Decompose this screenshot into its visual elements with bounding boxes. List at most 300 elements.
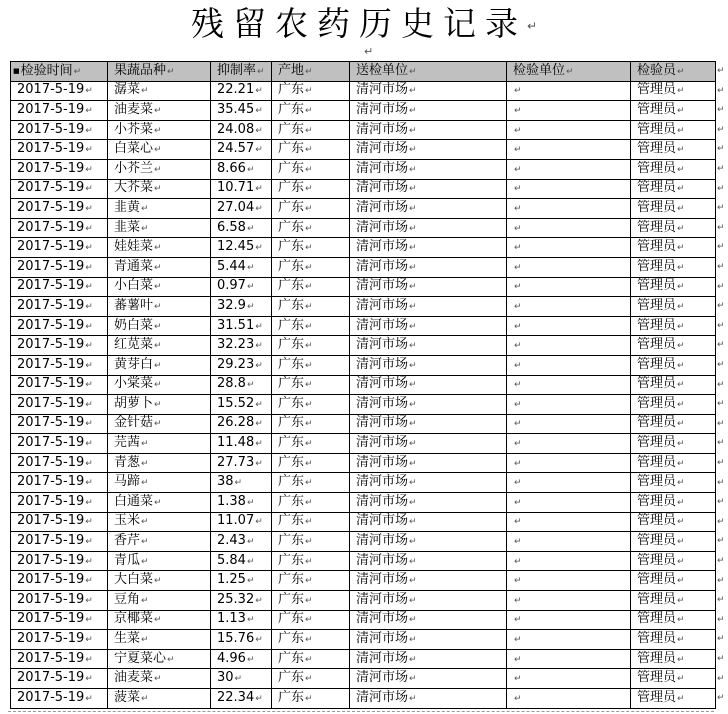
cell-text: 2017-5-19 bbox=[17, 454, 85, 470]
cell-variety bbox=[108, 199, 211, 219]
cell-inspection-time bbox=[11, 218, 108, 238]
cell-mark-icon: ↵ bbox=[677, 321, 685, 332]
cell-mark-icon: ↵ bbox=[409, 341, 417, 352]
cell-text: 2017-5-19 bbox=[17, 513, 85, 529]
table-row bbox=[11, 610, 716, 630]
cell-submitter bbox=[350, 199, 507, 219]
cell-text: 2017-5-19 bbox=[17, 121, 85, 137]
table-row bbox=[11, 297, 716, 317]
cell-inspection-time bbox=[11, 395, 108, 415]
records-body bbox=[11, 81, 716, 708]
cell-inspection-unit bbox=[507, 218, 631, 238]
cell-text: 白通菜 bbox=[114, 493, 154, 509]
cell-inspector bbox=[631, 179, 716, 199]
cell-inhibition-rate bbox=[211, 571, 272, 591]
cell-mark-icon: ↵ bbox=[85, 223, 93, 234]
cell-text: 白菜心 bbox=[114, 141, 154, 157]
cell-inspection-time bbox=[11, 610, 108, 630]
cell-text: 香芹 bbox=[114, 533, 141, 549]
cell-mark-icon: ↵ bbox=[305, 203, 313, 214]
cell-inspector bbox=[631, 395, 716, 415]
cell-inspector bbox=[631, 512, 716, 532]
cell-mark-icon: ↵ bbox=[141, 478, 149, 489]
table-row bbox=[11, 689, 716, 709]
cell-mark-icon: ↵ bbox=[85, 125, 93, 136]
cell-inspector bbox=[631, 669, 716, 689]
cell-text: 清河市场 bbox=[356, 101, 409, 117]
row-end-mark-icon: ↵ bbox=[717, 242, 725, 253]
cell-submitter bbox=[350, 316, 507, 336]
cell-mark-icon: ↵ bbox=[409, 517, 417, 528]
cell-mark-icon: ↵ bbox=[85, 399, 93, 410]
cell-mark-icon: ↵ bbox=[677, 458, 685, 469]
cell-mark-icon: ↵ bbox=[514, 380, 522, 391]
table-row bbox=[11, 159, 716, 179]
cell-mark-icon: ↵ bbox=[677, 615, 685, 626]
cell-mark-icon: ↵ bbox=[305, 537, 313, 548]
cell-text: 广东 bbox=[278, 493, 305, 509]
cell-text: 管理员 bbox=[637, 317, 677, 333]
cell-inspector bbox=[631, 218, 716, 238]
cell-submitter bbox=[350, 297, 507, 317]
cell-text: 广东 bbox=[278, 317, 305, 333]
cell-submitter bbox=[350, 81, 507, 101]
cell-mark-icon: ↵ bbox=[141, 203, 149, 214]
cell-text: 广东 bbox=[278, 513, 305, 529]
cell-inspection-unit bbox=[507, 493, 631, 513]
cell-inhibition-rate bbox=[211, 551, 272, 571]
cell-text: 青葱 bbox=[114, 454, 141, 470]
cell-text: 广东 bbox=[278, 572, 305, 588]
cell-inspection-unit bbox=[507, 101, 631, 121]
cell-mark-icon: ↵ bbox=[85, 537, 93, 548]
cell-mark-icon: ↵ bbox=[409, 439, 417, 450]
cell-inhibition-rate bbox=[211, 689, 272, 709]
cell-inhibition-rate bbox=[211, 395, 272, 415]
cell-text: 清河市场 bbox=[356, 415, 409, 431]
cell-text: 0.97 bbox=[217, 278, 246, 294]
cell-mark-icon: ↵ bbox=[409, 66, 417, 77]
cell-variety bbox=[108, 434, 211, 454]
cell-text: 11.48 bbox=[217, 435, 255, 451]
cell-text: 清河市场 bbox=[356, 474, 409, 490]
cell-text: 菠菜 bbox=[114, 689, 141, 705]
cell-text: 广东 bbox=[278, 297, 305, 313]
cell-mark-icon: ↵ bbox=[85, 517, 93, 528]
cell-mark-icon: ↵ bbox=[154, 399, 162, 410]
cell-inhibition-rate bbox=[211, 140, 272, 160]
table-row bbox=[11, 199, 716, 219]
cell-mark-icon: ↵ bbox=[305, 380, 313, 391]
cell-mark-icon: ↵ bbox=[677, 537, 685, 548]
cell-mark-icon: ↵ bbox=[677, 419, 685, 430]
cell-text: 广东 bbox=[278, 199, 305, 215]
cell-mark-icon: ↵ bbox=[305, 478, 313, 489]
cell-mark-icon: ↵ bbox=[154, 164, 162, 175]
cell-mark-icon: ↵ bbox=[409, 321, 417, 332]
cell-text: 管理员 bbox=[637, 591, 677, 607]
cell-text: 2017-5-19 bbox=[17, 631, 85, 647]
cell-mark-icon: ↵ bbox=[154, 341, 162, 352]
cell-mark-icon: ↵ bbox=[677, 223, 685, 234]
cell-inhibition-rate bbox=[211, 473, 272, 493]
cell-text: 广东 bbox=[278, 376, 305, 392]
cell-inspector bbox=[631, 120, 716, 140]
cell-text: 管理员 bbox=[637, 141, 677, 157]
cell-mark-icon: ↵ bbox=[167, 654, 175, 665]
cell-mark-icon: ↵ bbox=[677, 105, 685, 116]
cell-variety bbox=[108, 179, 211, 199]
cell-variety bbox=[108, 257, 211, 277]
cell-text: 管理员 bbox=[637, 376, 677, 392]
cell-submitter bbox=[350, 277, 507, 297]
cell-inhibition-rate bbox=[211, 669, 272, 689]
cell-text: 22.34 bbox=[217, 689, 255, 705]
cell-text: 黄芽白 bbox=[114, 356, 154, 372]
cell-mark-icon: ↵ bbox=[409, 243, 417, 254]
cell-inspection-time bbox=[11, 355, 108, 375]
cell-text: 清河市场 bbox=[356, 650, 409, 666]
cell-text: 8.66 bbox=[217, 160, 246, 176]
cell-text: 管理员 bbox=[637, 356, 677, 372]
cell-mark-icon: ↵ bbox=[73, 67, 82, 78]
cell-mark-icon: ↵ bbox=[85, 458, 93, 469]
cell-mark-icon: ↵ bbox=[514, 86, 522, 97]
cell-text: 大芥菜 bbox=[114, 180, 154, 196]
cell-submitter bbox=[350, 630, 507, 650]
row-end-mark-icon: ↵ bbox=[717, 320, 725, 331]
cell-mark-icon: ↵ bbox=[514, 164, 522, 175]
cell-inspector bbox=[631, 81, 716, 101]
cell-origin bbox=[272, 199, 350, 219]
cell-text: 11.07 bbox=[217, 513, 255, 529]
cell-text: 25.32 bbox=[217, 591, 255, 607]
cell-text: 广东 bbox=[278, 82, 305, 98]
cell-submitter bbox=[350, 101, 507, 121]
row-end-mark-icon: ↵ bbox=[717, 262, 725, 272]
cell-mark-icon: ↵ bbox=[141, 693, 149, 704]
cell-mark-icon: ↵ bbox=[85, 341, 93, 352]
cell-text: 广东 bbox=[278, 160, 305, 176]
cell-mark-icon: ↵ bbox=[566, 66, 574, 77]
cell-text: 清河市场 bbox=[356, 141, 409, 157]
cell-mark-icon: ↵ bbox=[141, 86, 149, 97]
cell-origin bbox=[272, 649, 350, 669]
cell-mark-icon: ↵ bbox=[85, 595, 93, 606]
cell-mark-icon: ↵ bbox=[514, 105, 522, 116]
cell-inspection-time bbox=[11, 591, 108, 611]
cell-mark-icon: ↵ bbox=[255, 125, 263, 136]
cell-inspector bbox=[631, 277, 716, 297]
cell-text: 广东 bbox=[278, 219, 305, 235]
cell-inhibition-rate bbox=[211, 101, 272, 121]
cell-text: 清河市场 bbox=[356, 160, 409, 176]
row-end-mark-icon: ↵ bbox=[717, 203, 725, 214]
cell-mark-icon: ↵ bbox=[409, 301, 417, 312]
cell-mark-icon: ↵ bbox=[305, 576, 313, 587]
cell-inhibition-rate bbox=[211, 316, 272, 336]
page-bottom-line bbox=[8, 709, 714, 712]
cell-variety bbox=[108, 375, 211, 395]
cell-mark-icon: ↵ bbox=[677, 497, 685, 508]
cell-inspection-time bbox=[11, 120, 108, 140]
cell-mark-icon: ↵ bbox=[305, 458, 313, 469]
cell-mark-icon: ↵ bbox=[409, 615, 417, 626]
cell-inspector bbox=[631, 689, 716, 709]
cell-text: 广东 bbox=[278, 454, 305, 470]
cell-mark-icon: ↵ bbox=[255, 517, 263, 528]
cell-mark-icon: ↵ bbox=[255, 341, 263, 352]
cell-variety bbox=[108, 649, 211, 669]
cell-mark-icon: ↵ bbox=[85, 654, 93, 665]
cell-mark-icon: ↵ bbox=[677, 399, 685, 410]
row-end-mark-icon: ↵ bbox=[717, 497, 725, 508]
row-end-mark-icon: ↵ bbox=[717, 673, 725, 684]
cell-mark-icon: ↵ bbox=[409, 635, 417, 646]
cell-text: 清河市场 bbox=[356, 199, 409, 215]
cell-inspector bbox=[631, 493, 716, 513]
cell-text: 2017-5-19 bbox=[17, 239, 85, 255]
cell-mark-icon: ↵ bbox=[255, 145, 263, 156]
cell-inhibition-rate bbox=[211, 591, 272, 611]
cell-text: 2017-5-19 bbox=[17, 337, 85, 353]
cell-text: 24.57 bbox=[217, 141, 255, 157]
cell-inspector bbox=[631, 199, 716, 219]
cell-submitter bbox=[350, 257, 507, 277]
cell-submitter bbox=[350, 238, 507, 258]
cell-mark-icon: ↵ bbox=[305, 243, 313, 254]
cell-mark-icon: ↵ bbox=[255, 243, 263, 254]
cell-mark-icon: ↵ bbox=[677, 145, 685, 156]
cell-mark-icon: ↵ bbox=[514, 654, 522, 665]
cell-mark-icon: ↵ bbox=[514, 262, 522, 273]
cell-mark-icon: ↵ bbox=[409, 262, 417, 273]
cell-text: 清河市场 bbox=[356, 219, 409, 235]
cell-inspection-time bbox=[11, 101, 108, 121]
cell-text: 管理员 bbox=[637, 199, 677, 215]
cell-text: 管理员 bbox=[637, 454, 677, 470]
cell-mark-icon: ↵ bbox=[154, 301, 162, 312]
cell-mark-icon: ↵ bbox=[255, 595, 263, 606]
cell-mark-icon: ↵ bbox=[409, 184, 417, 195]
cell-mark-icon: ↵ bbox=[85, 556, 93, 567]
cell-inspection-unit bbox=[507, 316, 631, 336]
cell-text: 广东 bbox=[278, 415, 305, 431]
cell-mark-icon: ↵ bbox=[514, 223, 522, 234]
cell-inspection-unit bbox=[507, 140, 631, 160]
cell-inspection-unit bbox=[507, 179, 631, 199]
cell-submitter bbox=[350, 218, 507, 238]
cell-text: 31.51 bbox=[217, 317, 255, 333]
table-row bbox=[11, 257, 716, 277]
cell-text: 2017-5-19 bbox=[17, 258, 85, 274]
cell-text: 青通菜 bbox=[114, 258, 154, 274]
cell-text: 小白菜 bbox=[114, 278, 154, 294]
cell-mark-icon: ↵ bbox=[305, 164, 313, 175]
cell-mark-icon: ↵ bbox=[514, 282, 522, 293]
cell-mark-icon: ↵ bbox=[305, 125, 313, 136]
cell-text: 32.23 bbox=[217, 337, 255, 353]
cell-mark-icon: ↵ bbox=[677, 517, 685, 528]
cell-text: 青瓜 bbox=[114, 552, 141, 568]
table-row bbox=[11, 414, 716, 434]
cell-mark-icon: ↵ bbox=[85, 164, 93, 175]
cell-mark-icon: ↵ bbox=[409, 556, 417, 567]
cell-text: 35.45 bbox=[217, 101, 255, 117]
cell-mark-icon: ↵ bbox=[409, 674, 417, 685]
cell-mark-icon: ↵ bbox=[154, 674, 162, 685]
cell-variety bbox=[108, 238, 211, 258]
cell-mark-icon: ↵ bbox=[141, 439, 149, 450]
cell-inspection-unit bbox=[507, 336, 631, 356]
cell-origin bbox=[272, 610, 350, 630]
cell-submitter bbox=[350, 434, 507, 454]
cell-text: 12.45 bbox=[217, 239, 255, 255]
cell-text: 22.21 bbox=[217, 82, 255, 98]
cell-mark-icon: ↵ bbox=[514, 243, 522, 254]
cell-inspection-time bbox=[11, 649, 108, 669]
cell-mark-icon: ↵ bbox=[677, 341, 685, 352]
cell-inspector bbox=[631, 591, 716, 611]
table-row bbox=[11, 630, 716, 650]
cell-mark-icon: ↵ bbox=[141, 635, 149, 646]
cell-mark-icon: ↵ bbox=[246, 615, 255, 626]
cell-text: 清河市场 bbox=[356, 689, 409, 705]
cell-inhibition-rate bbox=[211, 649, 272, 669]
cell-origin bbox=[272, 571, 350, 591]
cell-inspection-time bbox=[11, 297, 108, 317]
cell-text: 清河市场 bbox=[356, 180, 409, 196]
cell-mark-icon: ↵ bbox=[246, 223, 255, 234]
cell-inhibition-rate bbox=[211, 81, 272, 101]
row-end-mark-icon: ↵ bbox=[717, 85, 725, 96]
cell-inspection-time bbox=[11, 238, 108, 258]
cell-inspector bbox=[631, 630, 716, 650]
cell-inspection-time bbox=[11, 414, 108, 434]
table-row bbox=[11, 669, 716, 689]
cell-inhibition-rate bbox=[211, 375, 272, 395]
cell-inhibition-rate bbox=[211, 218, 272, 238]
cell-inhibition-rate bbox=[211, 532, 272, 552]
cell-mark-icon: ↵ bbox=[514, 635, 522, 646]
cell-mark-icon: ↵ bbox=[154, 360, 162, 371]
cell-text: 京椰菜 bbox=[114, 611, 154, 627]
cell-text: 小芥菜 bbox=[114, 121, 154, 137]
cell-inhibition-rate bbox=[211, 610, 272, 630]
cell-text: 清河市场 bbox=[356, 631, 409, 647]
cell-origin bbox=[272, 140, 350, 160]
cell-text: 广东 bbox=[278, 611, 305, 627]
cell-text: 广东 bbox=[278, 689, 305, 705]
cell-submitter bbox=[350, 512, 507, 532]
cell-submitter bbox=[350, 140, 507, 160]
header-cell-origin: 产地↵ bbox=[272, 62, 350, 82]
row-end-mark-icon: ↵ bbox=[717, 222, 725, 233]
cell-inspection-unit bbox=[507, 512, 631, 532]
cell-text: 27.73 bbox=[217, 454, 255, 470]
cell-inspection-time bbox=[11, 512, 108, 532]
cell-mark-icon: ↵ bbox=[255, 321, 263, 332]
cell-variety bbox=[108, 591, 211, 611]
cell-mark-icon: ↵ bbox=[85, 184, 93, 195]
cell-variety bbox=[108, 336, 211, 356]
cell-mark-icon: ↵ bbox=[409, 595, 417, 606]
cell-mark-icon: ↵ bbox=[409, 654, 417, 665]
cell-mark-icon: ↵ bbox=[305, 360, 313, 371]
cell-text: 2017-5-19 bbox=[17, 533, 85, 549]
cell-origin bbox=[272, 257, 350, 277]
table-row bbox=[11, 493, 716, 513]
cell-mark-icon: ↵ bbox=[255, 439, 263, 450]
cell-text: 清河市场 bbox=[356, 552, 409, 568]
cell-text: 24.08 bbox=[217, 121, 255, 137]
row-end-mark-icon: ↵ bbox=[717, 418, 725, 429]
cell-text: 清河市场 bbox=[356, 513, 409, 529]
cell-mark-icon: ↵ bbox=[514, 556, 522, 567]
header-cell-inspector: 检验员↵ bbox=[631, 62, 716, 82]
cell-mark-icon: ↵ bbox=[409, 203, 417, 214]
row-end-mark-icon: ↵ bbox=[717, 654, 725, 664]
cell-inspection-unit bbox=[507, 355, 631, 375]
row-end-mark-icon: ↵ bbox=[717, 183, 725, 194]
cell-inspector bbox=[631, 434, 716, 454]
cell-inspection-unit bbox=[507, 81, 631, 101]
cell-mark-icon: ↵ bbox=[514, 537, 522, 548]
cell-mark-icon: ↵ bbox=[154, 105, 162, 116]
table-row bbox=[11, 336, 716, 356]
row-end-mark-icon: ↵ bbox=[717, 66, 725, 76]
header-cell-variety: 果蔬品种↵ bbox=[108, 62, 211, 82]
cell-text: 2017-5-19 bbox=[17, 572, 85, 588]
cell-mark-icon: ↵ bbox=[677, 478, 685, 489]
table-row bbox=[11, 355, 716, 375]
cell-text: 清河市场 bbox=[356, 395, 409, 411]
row-end-mark-icon: ↵ bbox=[717, 477, 725, 488]
cell-mark-icon: ↵ bbox=[154, 497, 162, 508]
cell-text: 广东 bbox=[278, 591, 305, 607]
cell-text: 管理员 bbox=[637, 101, 677, 117]
cell-text: 管理员 bbox=[637, 474, 677, 490]
cell-mark-icon: ↵ bbox=[514, 576, 522, 587]
cell-inhibition-rate bbox=[211, 493, 272, 513]
table-row bbox=[11, 512, 716, 532]
cell-mark-icon: ↵ bbox=[85, 86, 93, 97]
table-row bbox=[11, 120, 716, 140]
cell-text: 2017-5-19 bbox=[17, 141, 85, 157]
cell-inspector bbox=[631, 297, 716, 317]
cell-variety bbox=[108, 610, 211, 630]
table-row bbox=[11, 140, 716, 160]
cell-mark-icon: ↵ bbox=[305, 341, 313, 352]
cell-text: 6.58 bbox=[217, 219, 246, 235]
table-row bbox=[11, 532, 716, 552]
cell-submitter bbox=[350, 179, 507, 199]
cell-variety bbox=[108, 453, 211, 473]
cell-mark-icon: ↵ bbox=[677, 576, 685, 587]
cell-text: 胡萝卜 bbox=[114, 395, 154, 411]
cell-mark-icon: ↵ bbox=[246, 282, 255, 293]
cell-inspection-time bbox=[11, 571, 108, 591]
page-title bbox=[0, 4, 728, 46]
cell-inhibition-rate bbox=[211, 199, 272, 219]
cell-mark-icon: ↵ bbox=[257, 66, 265, 77]
cell-mark-icon: ↵ bbox=[305, 301, 313, 312]
cell-text: 管理员 bbox=[637, 572, 677, 588]
cell-mark-icon: ↵ bbox=[154, 321, 162, 332]
cell-text: 2017-5-19 bbox=[17, 670, 85, 686]
cell-origin bbox=[272, 355, 350, 375]
cell-text: 清河市场 bbox=[356, 258, 409, 274]
